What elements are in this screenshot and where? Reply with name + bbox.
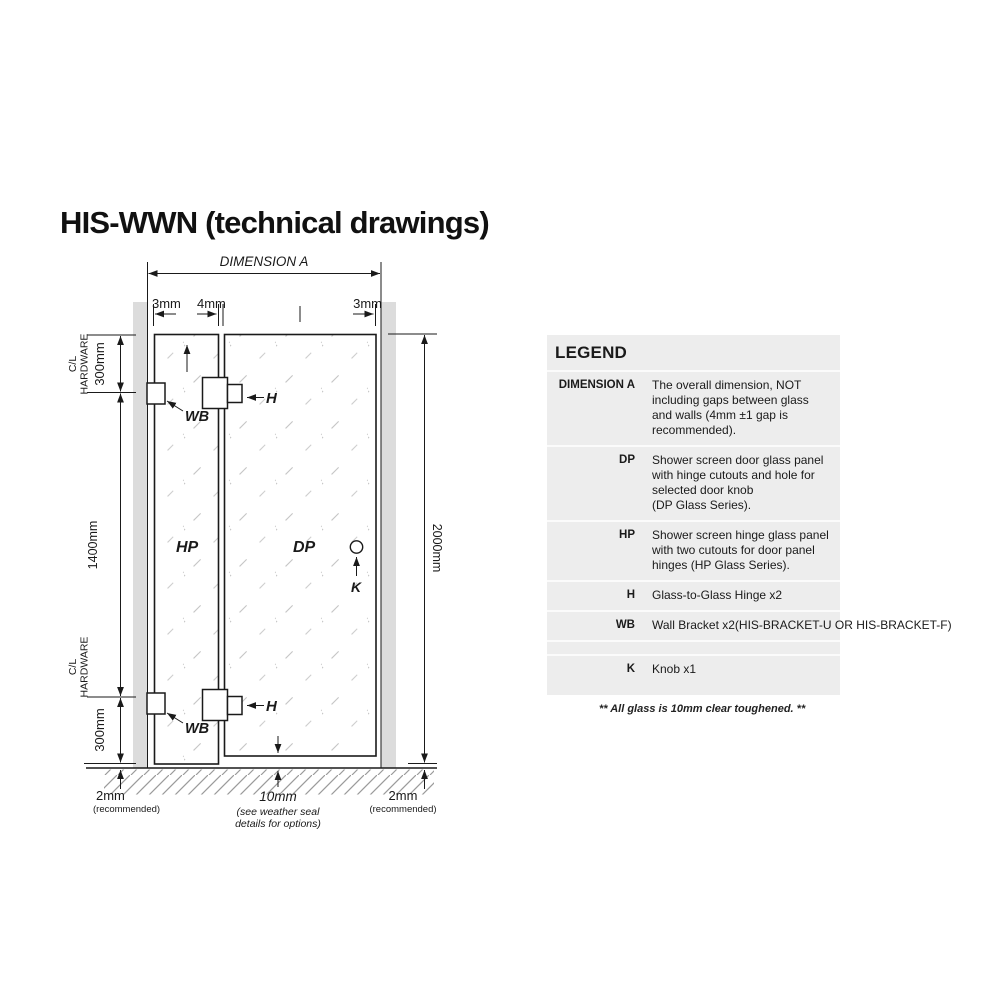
wb-label-bottom: WB [185, 721, 210, 737]
k-label: K [351, 579, 362, 595]
hp-panel-label: HP [176, 539, 199, 556]
wb-label-top: WB [185, 409, 210, 425]
hinge-top-tab [228, 385, 243, 403]
left-wall [133, 302, 148, 768]
legend-key: WB [615, 619, 635, 631]
gap-left-label: 3mm [152, 296, 181, 311]
legend-desc: The overall dimension, NOT including gaps between glass and walls (4mm ±1 gap is recommended). [652, 378, 809, 437]
right-wall [381, 302, 396, 768]
legend-row-k [547, 654, 840, 695]
dim-2000-label: 2000mm [430, 523, 444, 573]
h-label-top: H [266, 390, 277, 407]
hinge-bottom-tab [228, 697, 243, 715]
hinge-top [203, 378, 228, 409]
legend-key: DIMENSION A [558, 379, 635, 391]
cl-hardware-bottom-label: C/LHARDWARE [67, 636, 91, 698]
legend-key: K [626, 663, 635, 675]
legend-key: DP [619, 454, 635, 466]
dp-panel-label: DP [293, 539, 316, 556]
knob-icon [350, 541, 362, 553]
cl-hardware-top-label: C/LHARDWARE [67, 333, 91, 395]
glass-footnote: ** All glass is 10mm clear toughened. ** [599, 703, 806, 715]
legend-panel [547, 335, 952, 695]
bottom-mid-value: 10mm [259, 789, 297, 804]
legend-header: LEGEND [555, 343, 628, 362]
bottom-left-note: (recommended) [93, 804, 161, 815]
legend-desc: Knob x1 [652, 662, 697, 676]
legend-row-dimension-a [547, 370, 840, 445]
legend-row-wb [547, 610, 952, 640]
dim-300-bottom-label: 300mm [92, 708, 107, 752]
wall-bracket-top [147, 383, 165, 404]
dim-300-top-label: 300mm [92, 342, 107, 386]
gap-right-label: 3mm [353, 296, 382, 311]
legend-row-dp [547, 445, 840, 520]
legend-desc: Shower screen door glass panel with hinge cutouts and hole for selected door knob (DP Glass Series). [652, 453, 824, 512]
wall-bracket-bottom [147, 693, 165, 714]
legend-row-hp [547, 520, 840, 580]
dimension-a-label: DIMENSION A [219, 254, 309, 269]
legend-desc: Wall Bracket x2(HIS-BRACKET-U OR HIS-BRACKET-F) [652, 618, 952, 632]
h-label-bottom: H [266, 698, 277, 715]
gap-middle-label: 4mm [197, 296, 226, 311]
hinge-bottom [203, 690, 228, 721]
legend-row-h [547, 580, 840, 610]
legend-row-spacer [547, 640, 840, 654]
dim-1400-label: 1400mm [86, 520, 100, 570]
bottom-mid-note-2: details for options) [235, 818, 321, 830]
bottom-left-value: 2mm [96, 788, 125, 803]
bottom-right-value: 2mm [388, 788, 418, 803]
legend-key: H [626, 589, 635, 601]
bottom-right-note: (recommended) [369, 804, 437, 815]
legend-key: HP [619, 529, 635, 541]
legend-desc: Glass-to-Glass Hinge x2 [652, 588, 783, 602]
page-title: HIS-WWN (technical drawings) [60, 204, 489, 240]
legend-desc: Shower screen hinge glass panel with two cutouts for door panel hinges (HP Glass Series). [652, 528, 829, 572]
bottom-mid-note-1: (see weather seal [236, 806, 320, 818]
